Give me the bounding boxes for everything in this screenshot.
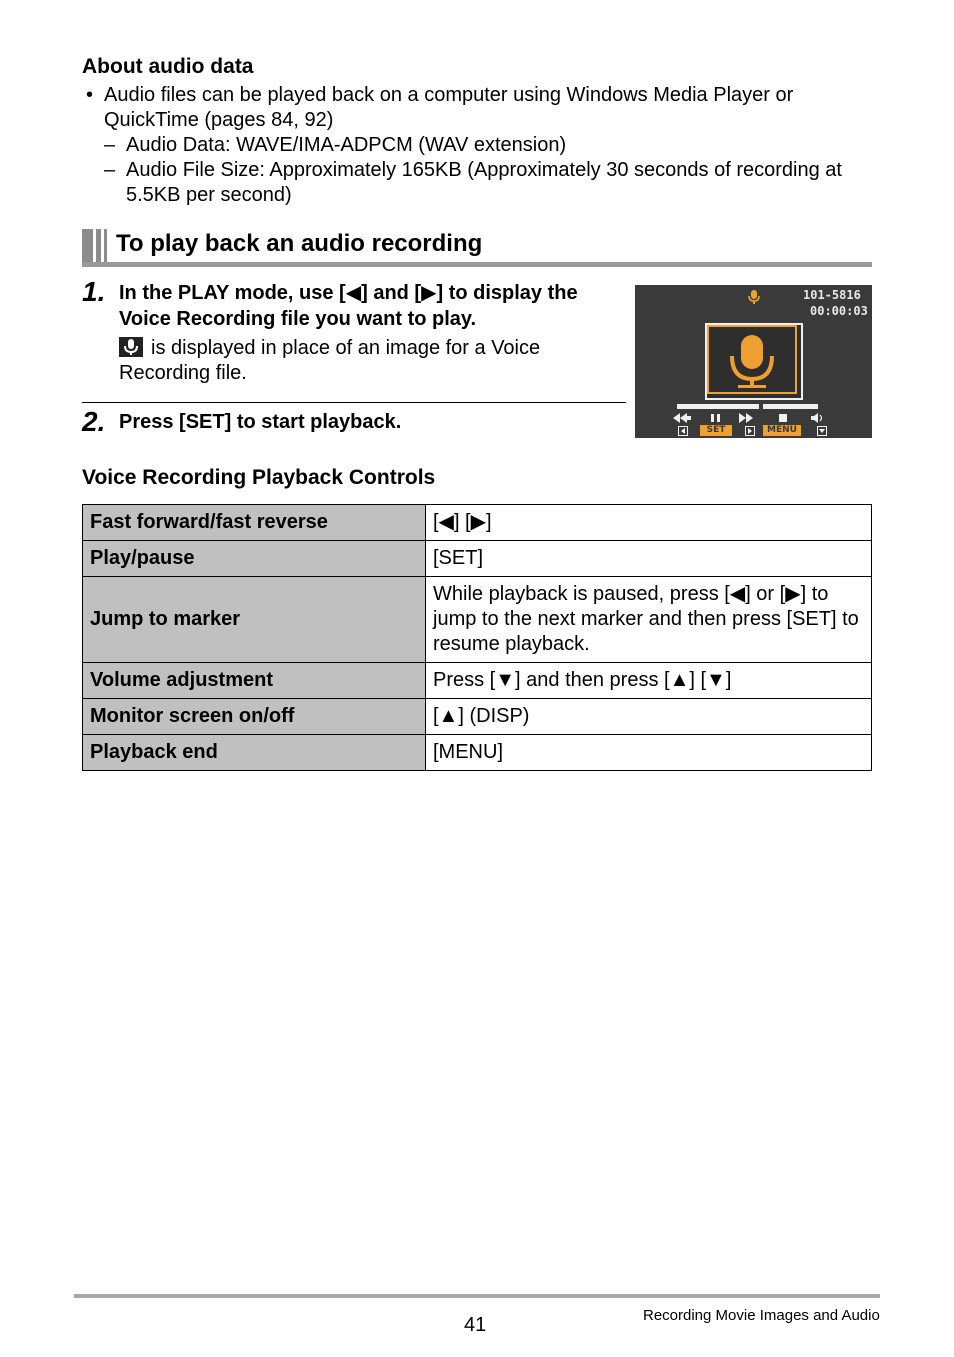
down-key-icon <box>817 426 827 436</box>
table-row <box>83 505 872 541</box>
table-row <box>83 699 872 735</box>
keys-cell: While playback is paused, press [◀] or [▶] to jump to the next marker and then press [SET] to resume playback. <box>426 577 872 663</box>
step-note <box>119 336 619 386</box>
progress-marker <box>759 402 763 411</box>
action-cell: Playback end <box>83 735 426 771</box>
right-key-icon <box>745 426 755 436</box>
action-cell: Monitor screen on/off <box>83 699 426 735</box>
step-instruction: In the PLAY mode, use [◀] and [▶] to display the Voice Recording file you want to play. <box>119 282 578 330</box>
controls-heading: Voice Recording Playback Controls <box>82 466 436 489</box>
left-key-icon <box>678 426 688 436</box>
section-marker-bars <box>82 229 110 265</box>
table-row <box>83 663 872 699</box>
bullet-text: Audio files can be played back on a computer using Windows Media Player or QuickTime (pages 84, 92) <box>104 84 794 131</box>
step-divider <box>82 402 626 403</box>
table-row <box>83 577 872 663</box>
keys-cell: [◀] [▶] <box>426 505 872 541</box>
step-number: 2. <box>82 406 106 437</box>
playback-controls <box>673 412 863 424</box>
chapter-title: Recording Movie Images and Audio <box>643 1307 880 1324</box>
voice-recording-icon <box>119 337 143 357</box>
button-guide <box>635 424 872 438</box>
sub-item-file-size: Audio File Size: Approximately 165KB (Approximately 30 seconds of recording at 5.5KB per second) <box>126 159 842 206</box>
action-cell: Play/pause <box>83 541 426 577</box>
action-cell: Volume adjustment <box>83 663 426 699</box>
table-row <box>83 735 872 771</box>
page-number: 41 <box>464 1314 487 1336</box>
section-title: To play back an audio recording <box>116 230 483 257</box>
section-underline <box>82 262 872 267</box>
step-instruction: Press [SET] to start playback. <box>119 411 402 433</box>
elapsed-time: 00:00:03 <box>810 304 868 318</box>
bullet-marker: • <box>86 84 94 106</box>
menu-button-label: MENU <box>763 425 801 436</box>
voice-recording-icon <box>705 323 799 396</box>
progress-bar <box>677 404 818 409</box>
microphone-icon <box>747 289 761 305</box>
table-row <box>83 541 872 577</box>
set-button-label: SET <box>700 425 732 436</box>
action-cell: Fast forward/fast reverse <box>83 505 426 541</box>
about-audio-heading: About audio data <box>82 55 254 78</box>
dash-marker: – <box>104 134 116 156</box>
playback-controls-table <box>82 504 872 771</box>
step-note-text: is displayed in place of an image for a Voice Recording file. <box>119 337 541 384</box>
camera-screen-illustration <box>635 285 872 438</box>
sub-item-audio-data: Audio Data: WAVE/IMA-ADPCM (WAV extension) <box>126 134 567 156</box>
keys-cell: Press [▼] and then press [▲] [▼] <box>426 663 872 699</box>
footer-rule <box>74 1294 880 1298</box>
keys-cell: [SET] <box>426 541 872 577</box>
keys-cell: [▲] (DISP) <box>426 699 872 735</box>
dash-marker: – <box>104 159 116 181</box>
file-number: 101-5816 <box>803 288 861 302</box>
keys-cell: [MENU] <box>426 735 872 771</box>
action-cell: Jump to marker <box>83 577 426 663</box>
step-number: 1. <box>82 276 106 307</box>
